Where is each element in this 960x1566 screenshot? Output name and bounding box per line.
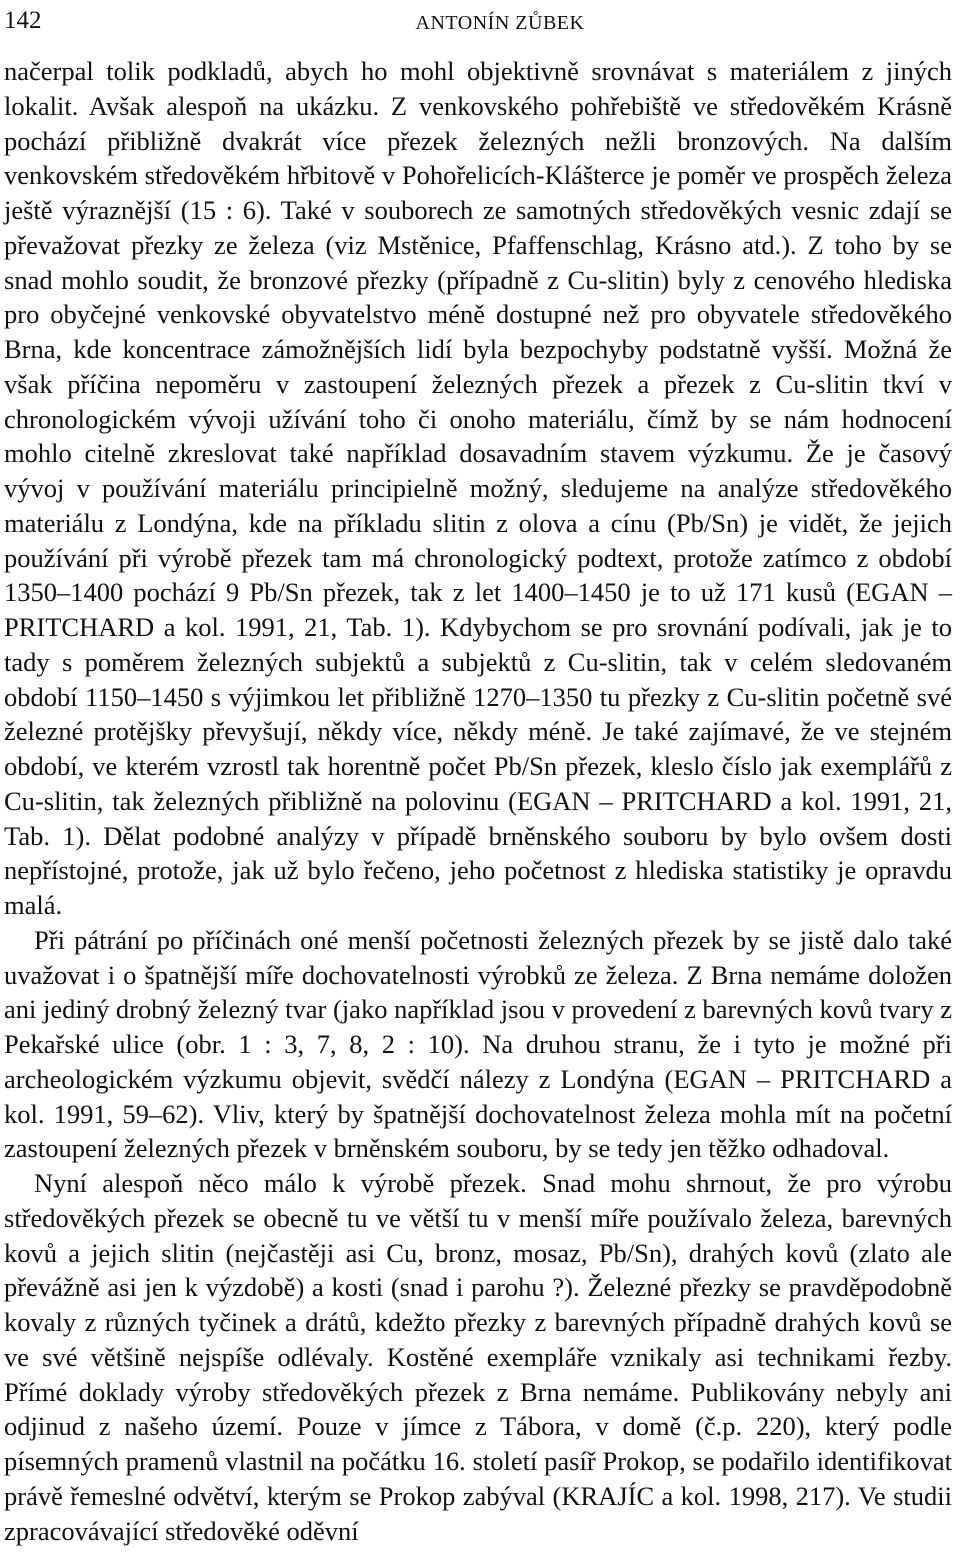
page-header	[0, 6, 960, 40]
page-number: 142	[4, 7, 42, 34]
body-text	[4, 54, 952, 1548]
running-head-author: ANTONÍN ZŮBEK	[415, 12, 585, 34]
paragraph: Nyní alespoň něco málo k výrobě přezek. Snad mohu shrnout, že pro výrobu středověkých přezek se obecně tu ve větší tu v menší míře používalo železa, barevných kovů a jejich slitin (nejčastěji asi Cu, bronz, mosaz, Pb/Sn), drahých kovů (zlato ale převážně asi jen k výzdobě) a kosti (snad i parohu ?). Železné přezky se pravděpodobně kovaly z různých tyčinek a drátů, kdežto přezky z barevných případně drahých kovů se ve své většině nejspíše odlévaly. Kostěné exempláře vznikaly asi technikami řezby. Přímé doklady výroby středověkých přezek z Brna nemáme. Publikovány nebyly ani odjinud z našeho území. Pouze v jímce z Tábora, v domě (č.p. 220), který podle písemných pramenů vlastnil na počátku 16. století pasíř Prokop, se podařilo identifikovat právě řemeslné odvětví, kterým se Prokop zabýval (KRAJÍC a kol. 1998, 217). Ve studii zpracovávající středověké oděvní	[4, 1168, 952, 1546]
paragraph-continued: načerpal tolik podkladů, abych ho mohl objektivně srovnávat s materiálem z jiných lokalit. Avšak alespoň na ukázku. Z venkovského pohřebiště ve středověkém Krásně pochází přibližně dvakrát více přezek železných nežli bronzových. Na dalším venkovském středověkém hřbitově v Pohořelicích-Klášterce je poměr ve prospěch železa ještě výraznější (15 : 6). Také v souborech ze samotných středověkých vesnic zdají se převažovat přezky ze železa (viz Mstěnice, Pfaffenschlag, Krásno atd.). Z toho by se snad mohlo soudit, že bronzové přezky (případně z Cu-slitin) byly z cenového hlediska pro obyčejné venkovské obyvatelstvo méně dostupné než pro obyvatele středověkého Brna, kde koncentrace zámožnějších lidí byla bezpochyby podstatně vyšší. Možná že však příčina nepoměru v zastoupení železných přezek a přezek z Cu-slitin tkví v chronologickém vývoji užívání toho či onoho materiálu, čímž by se nám hodnocení mohlo citelně zkreslovat také například dosavadním stavem výzkumu. Že je časový vývoj v používání materiálu principielně možný, sledujeme na analýze středověkého materiálu z Londýna, kde na příkladu slitin z olova a cínu (Pb/Sn) je vidět, že jejich používání při výrobě přezek tam má chronologický podtext, protože zatímco z období 1350–1400 pochází 9 Pb/Sn přezek, tak z let 1400–1450 je to už 171 kusů (EGAN – PRITCHARD a kol. 1991, 21, Tab. 1). Kdybychom se pro srovnání podívali, jak je to tady s poměrem železných subjektů a subjektů z Cu-slitin, tak v celém sledovaném období 1150–1450 s výjimkou let přibližně 1270–1350 tu přezky z Cu-slitin početně své železné protějšky převyšují, někdy více, někdy méně. Je také zajímavé, že ve stejném období, ve kterém vzrostl tak horentně počet Pb/Sn přezek, kleslo číslo jak exemplářů z Cu-slitin, tak železných přibližně na polovinu (EGAN – PRITCHARD a kol. 1991, 21, Tab. 1). Dělat podobné analýzy v případě brněnského souboru by bylo ovšem dosti nepřístojné, protože, jak už bylo řečeno, jeho početnost z hlediska statistiky je opravdu malá.	[4, 56, 952, 920]
paragraph: Při pátrání po příčinách oné menší početnosti železných přezek by se jistě dalo také uvažovat i o špatnější míře dochovatelnosti výrobků ze železa. Z Brna nemáme doložen ani jediný drobný železný tvar (jako například jsou v provedení z barevných kovů tvary z Pekařské ulice (obr. 1 : 3, 7, 8, 2 : 10). Na druhou stranu, že i tyto je možné při archeologickém výzkumu objevit, svědčí nálezy z Londýna (EGAN – PRITCHARD a kol. 1991, 59–62). Vliv, který by špatnější dochovatelnost železa mohla mít na početní zastoupení železných přezek v brněnském souboru, by se tedy jen těžko odhadoval.	[4, 924, 952, 1164]
